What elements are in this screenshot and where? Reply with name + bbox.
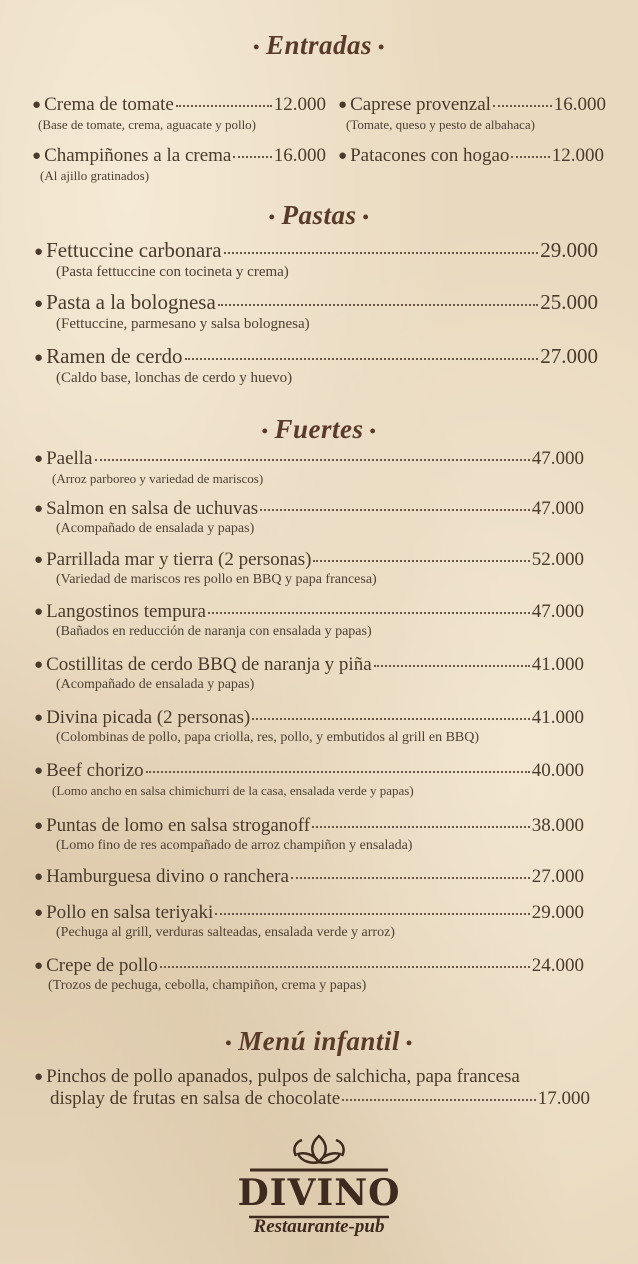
item-price: 47.000 (531, 498, 584, 519)
dot-leader (160, 966, 530, 968)
item-price: 27.000 (531, 866, 584, 887)
item-price: 12.000 (551, 145, 604, 166)
logo (0, 1130, 638, 1238)
item-description: (Variedad de mariscos res pollo en BBQ y papa francesa) (56, 572, 377, 587)
menu-item-crema-de-tomate (32, 94, 326, 133)
item-price: 52.000 (531, 549, 584, 570)
bullet-icon: ● (34, 958, 44, 974)
item-description: (Arroz parboreo y variedad de mariscos) (52, 471, 264, 486)
dot-leader (224, 252, 539, 254)
item-price: 25.000 (540, 290, 598, 314)
item-name: Pinchos de pollo apanados, pulpos de salchicha, papa francesa (46, 1066, 520, 1087)
item-name: Patacones con hogao (350, 145, 510, 166)
section-title-text: Entradas (265, 30, 373, 60)
bullet-icon: • (261, 421, 269, 442)
item-name: Fettuccine carbonara (46, 238, 222, 262)
menu-item-parrillada (34, 549, 584, 588)
bullet-icon: • (369, 421, 377, 442)
dot-leader (342, 1099, 536, 1101)
bullet-icon: ● (34, 552, 44, 568)
item-price: 47.000 (531, 601, 584, 622)
menu-item-paella (34, 448, 584, 487)
item-price: 17.000 (537, 1088, 590, 1109)
menu-item-champinones (32, 145, 326, 184)
item-description: (Trozos de pechuga, cebolla, champiñon, crema y papas) (48, 978, 367, 993)
item-price: 16.000 (553, 94, 606, 115)
item-name: Divina picada (2 personas) (46, 707, 251, 728)
bullet-icon: ● (32, 97, 42, 113)
item-name: Hamburguesa divino o ranchera (46, 866, 289, 887)
bullet-icon: • (378, 37, 385, 58)
dot-leader (493, 105, 552, 107)
menu-item-divina-picada (34, 707, 584, 746)
dot-leader (208, 612, 530, 614)
bullet-icon: ● (34, 604, 44, 620)
bullet-icon: ● (34, 818, 44, 834)
item-name: Crepe de pollo (46, 955, 158, 976)
item-price: 47.000 (531, 448, 584, 469)
item-description: (Tomate, queso y pesto de albahaca) (346, 117, 535, 132)
logo-wordmark: DIVINO (237, 1172, 401, 1214)
item-description: (Acompañado de ensalada y papas) (56, 521, 255, 536)
item-description: (Lomo fino de res acompañado de arroz champiñon y ensalada) (56, 838, 413, 853)
section-title-pastas (0, 200, 638, 231)
dot-leader (374, 665, 530, 667)
item-description: (Base de tomate, crema, aguacate y pollo) (38, 117, 257, 132)
dot-leader (313, 560, 529, 562)
bullet-icon: ● (34, 244, 44, 260)
dot-leader (291, 877, 530, 879)
bullet-icon: ● (338, 97, 348, 113)
logo-tagline: Restaurante-pub (253, 1216, 385, 1237)
item-description: (Colombinas de pollo, papa criolla, res, pollo, y embutidos al grill en BBQ) (56, 730, 480, 745)
leaf-emblem-icon (244, 1130, 394, 1176)
menu-item-salmon (34, 498, 584, 537)
bullet-icon: ● (34, 350, 44, 366)
item-description: (Caldo base, lonchas de cerdo y huevo) (56, 370, 293, 386)
dot-leader (95, 459, 530, 461)
bullet-icon: ● (34, 710, 44, 726)
bullet-icon: • (225, 1033, 233, 1054)
item-price: 29.000 (540, 238, 598, 262)
bullet-icon: ● (32, 148, 42, 164)
bullet-icon: ● (34, 905, 44, 921)
item-description: (Pasta fettuccine con tocineta y crema) (56, 264, 289, 280)
item-name: Crema de tomate (44, 94, 174, 115)
item-description: (Bañados en reducción de naranja con ensalada y papas) (56, 624, 372, 639)
dot-leader (218, 304, 538, 306)
bullet-icon: ● (34, 451, 44, 467)
dot-leader (252, 718, 530, 720)
menu-item-hamburguesa (34, 866, 584, 888)
item-description: (Al ajillo gratinados) (40, 168, 150, 183)
dot-leader (233, 156, 271, 158)
bullet-icon: ● (34, 1069, 44, 1085)
section-title-infantil (0, 1026, 638, 1057)
item-name: Puntas de lomo en salsa stroganoff (46, 815, 311, 836)
bullet-icon: ● (34, 869, 44, 885)
item-price: 27.000 (540, 344, 598, 368)
bullet-icon: ● (34, 296, 44, 312)
item-description: (Lomo ancho en salsa chimichurri de la casa, ensalada verde y papas) (52, 783, 414, 798)
section-title-text: Fuertes (274, 414, 364, 444)
section-title-text: Pastas (281, 200, 357, 230)
bullet-icon: • (362, 207, 370, 228)
menu-item-caprese-provenzal (338, 94, 606, 133)
dot-leader (176, 105, 272, 107)
item-price: 41.000 (531, 654, 584, 675)
menu-item-fettuccine (34, 238, 598, 281)
item-name: Caprese provenzal (350, 94, 491, 115)
dot-leader (146, 771, 530, 773)
item-price: 41.000 (531, 707, 584, 728)
item-description: (Fettuccine, parmesano y salsa bolognesa) (56, 316, 310, 332)
dot-leader (215, 913, 529, 915)
item-name: Langostinos tempura (46, 601, 206, 622)
item-name: Salmon en salsa de uchuvas (46, 498, 259, 519)
item-description: (Acompañado de ensalada y papas) (56, 677, 255, 692)
bullet-icon: • (253, 37, 260, 58)
menu-item-ramen (34, 344, 598, 387)
item-price: 16.000 (273, 145, 326, 166)
dot-leader (185, 358, 539, 360)
section-title-text: Menú infantil (238, 1026, 400, 1056)
menu-item-langostinos (34, 601, 584, 640)
bullet-icon: • (405, 1033, 413, 1054)
menu-item-pollo-teriyaki (34, 902, 584, 941)
menu-item-infantil (34, 1066, 594, 1110)
item-name: Pollo en salsa teriyaki (46, 902, 214, 923)
bullet-icon: ● (34, 657, 44, 673)
menu-item-costillitas (34, 654, 584, 693)
item-name: Beef chorizo (46, 760, 144, 781)
item-name: Costillitas de cerdo BBQ de naranja y piña (46, 654, 372, 675)
menu-item-patacones (338, 145, 604, 167)
section-title-entradas (0, 30, 638, 61)
menu-item-beef-chorizo (34, 760, 584, 799)
bullet-icon: ● (34, 501, 44, 517)
dot-leader (260, 509, 530, 511)
item-name: Pasta a la bolognesa (46, 290, 216, 314)
menu-item-crepe (34, 955, 584, 994)
bullet-icon: ● (338, 148, 348, 164)
dot-leader (312, 826, 530, 828)
item-price: 40.000 (531, 760, 584, 781)
item-name: Ramen de cerdo (46, 344, 183, 368)
item-price: 24.000 (531, 955, 584, 976)
item-name: Parrillada mar y tierra (2 personas) (46, 549, 312, 570)
item-price: 12.000 (273, 94, 326, 115)
bullet-icon: • (268, 207, 276, 228)
bullet-icon: ● (34, 763, 44, 779)
item-name: Paella (46, 448, 93, 469)
item-name-continued: display de frutas en salsa de chocolate (50, 1088, 341, 1109)
item-price: 29.000 (531, 902, 584, 923)
item-price: 38.000 (531, 815, 584, 836)
menu-item-puntas-de-lomo (34, 815, 584, 854)
dot-leader (511, 156, 549, 158)
menu-item-bolognesa (34, 290, 598, 333)
section-title-fuertes (0, 414, 638, 445)
item-name: Champiñones a la crema (44, 145, 232, 166)
item-description: (Pechuga al grill, verduras salteadas, ensalada verde y arroz) (56, 925, 395, 940)
